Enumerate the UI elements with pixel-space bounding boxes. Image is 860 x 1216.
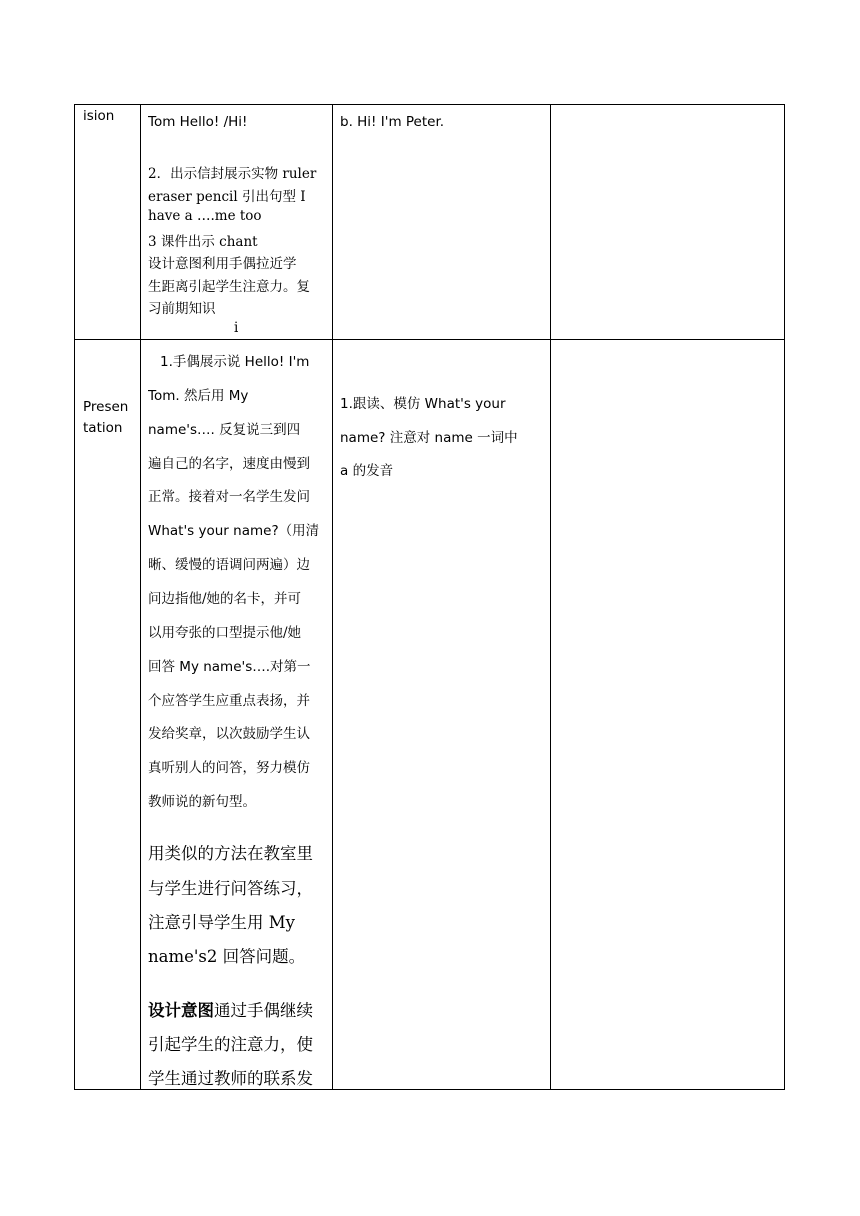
row1-teacher-cell	[148, 105, 332, 339]
column-divider	[332, 105, 333, 1089]
design-intent-label: 设计意图	[148, 1001, 214, 1020]
cell-text-line: b. Hi! I'm Peter.	[340, 114, 445, 130]
stage-label: tation	[83, 420, 123, 436]
cell-text-line: 与学生进行问答练习，	[148, 879, 313, 898]
cell-text-line: i	[234, 320, 239, 336]
cell-text-line: 3 课件出示 chant	[148, 234, 258, 250]
cell-text-line: eraser pencil 引出句型 I	[148, 189, 306, 205]
row1-student-cell	[340, 114, 548, 130]
row2-teacher-cell	[148, 340, 332, 1090]
lesson-plan-table	[74, 104, 785, 1090]
cell-text-line: 设计意图利用手偶拉近学	[148, 256, 297, 272]
row2-student-cell	[340, 340, 548, 540]
column-divider	[140, 105, 141, 1089]
cell-text-line: 生距离引起学生注意力。复	[148, 279, 310, 295]
cell-text-line: 个应答学生应重点表扬，并	[148, 693, 310, 709]
cell-text-line: 发给奖章，以次鼓励学生认	[148, 726, 310, 742]
cell-text-line: 以用夸张的口型提示他/她	[148, 625, 302, 641]
cell-text-line: have a ….me too	[148, 208, 262, 224]
row1-stage-cell	[83, 108, 139, 124]
cell-text-line: Tom. 然后用 My	[148, 388, 249, 404]
cell-text-line: Tom Hello! /Hi!	[148, 114, 248, 130]
cell-text-line: 学生通过教师的联系发	[148, 1069, 313, 1088]
cell-text-line	[148, 997, 313, 1021]
cell-text-line: 2．出示信封展示实物 ruler	[148, 166, 317, 182]
cell-text-line: 用类似的方法在教室里	[148, 844, 313, 863]
cell-text-line: 真听别人的问答，努力模仿	[148, 760, 310, 776]
cell-text-line: name? 注意对 name 一词中	[340, 430, 518, 446]
cell-text-line: 习前期知识	[148, 301, 216, 317]
cell-text-line: 回答 My name's….对第一	[148, 659, 311, 675]
cell-text-line: name's…. 反复说三到四	[148, 422, 301, 438]
cell-text-line: 正常。接着对一名学生发问	[148, 489, 310, 505]
cell-text-line: 问边指他/她的名卡，并可	[148, 591, 302, 607]
cell-text-line: 注意引导学生用 My	[148, 913, 295, 932]
design-intent-text: 通过手偶继续	[214, 1001, 313, 1020]
cell-text-line: 1.手偶展示说 Hello! I'm	[160, 354, 310, 370]
column-divider	[550, 105, 551, 1089]
row2-stage-cell	[83, 399, 139, 436]
cell-text-line: 引起学生的注意力，使	[148, 1035, 313, 1054]
cell-text-line: 遍自己的名字，速度由慢到	[148, 456, 310, 472]
stage-label: ision	[83, 108, 115, 124]
cell-text-line: name's2 回答问题。	[148, 947, 306, 966]
cell-text-line: What's your name?（用清	[148, 523, 320, 539]
stage-label: Presen	[83, 399, 129, 415]
cell-text-line: 晰、缓慢的语调问两遍）边	[148, 557, 310, 573]
cell-text-line: 1.跟读、模仿 What's your	[340, 396, 506, 412]
cell-text-line: 教师说的新句型。	[148, 794, 256, 810]
cell-text-line: a 的发音	[340, 463, 394, 479]
